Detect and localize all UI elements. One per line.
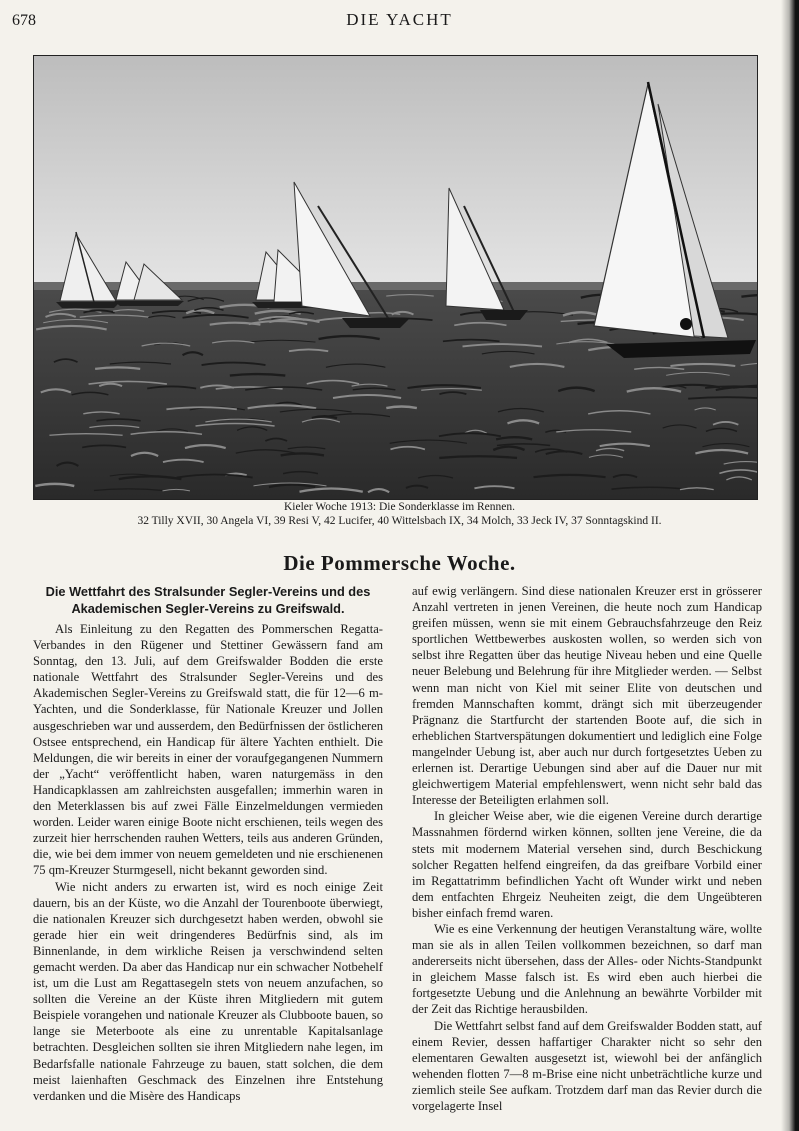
caption-line-2: 32 Tilly XVII, 30 Angela VI, 39 Resi V, 42 Lucifer, 40 Wittelsbach IX, 34 Molch, 33 Jeck IV, 37 Sonntagskind II. bbox=[137, 515, 662, 527]
paragraph: Als Einleitung zu den Regatten des Pommerschen Regatta-Verbandes in den Rügener und Stettiner Gewässern fand am Sonntag, den 13. Juli, auf dem Greifswalder Bodden die erste nationale Wettfahrt des Stralsunder Segler-Vereins und des Akademischen Segler-Vereins zu Greifswald statt, die für 12—6 m-Yachten, und die Sonderklasse, für Nationale Kreuzer und Jollen ausgeschrieben war und ausserdem, den Bedürfnissen der östlicheren Ostsee entsprechend, ein Handicap für ältere Yachten enthielt. Die Meldungen, die wir bereits in einer der voraufgegangenen Nummern der „Yacht“ veröffentlicht haben, waren naturgemäss in den Handicapklassen am zahlreichsten ausgefallen; immerhin waren in den Meterklassen bis auf zwei Fälle Einzelmeldungen vermieden worden. Leider waren einige Boote nicht erschienen, teils wegen des zurzeit hier herrschenden rauhen Wetters, teils aus anderen Gründen, die, wie bei dem immer von neuem gemeldeten und nie erschienenen 75 qm-Kreuzer Sturmgesell, nicht bekannt geworden sind. bbox=[33, 622, 383, 878]
page-number: 678 bbox=[12, 12, 36, 29]
left-column bbox=[33, 583, 383, 1104]
paragraph: auf ewig verlängern. Sind diese nationalen Kreuzer erst in grösserer Anzahl vertreten in jenen Vereinen, die heute noch zum Handicap greifen müssen, wenn sie mit einem Gebrauchsfahrzeuge den Reiz sportlichen Wettbewerbes auskosten wollen, so werden sich von selbst ihre Regatten über das heutige Niveau heben und eine Quelle neuer Belebung und Belehrung für ihre Mitglieder werden. — Selbst wenn man nicht von Kiel mit seiner Elite von deutschen und fremden Mannschaften kommt, drängt sich mit überzeugender Prägnanz die Startfurcht der startenden Boote auf, die sich in erheblichen Startverspätungen dokumentiert und lediglich eine Folge mangelnder Uebung ist, aber auch nur durch fortgesetztes Ueben zu erlernen ist. Derartige Uebungen sind aber auf die Dauer nur mit gleichwertigem Material empfehlenswert, wenn nicht sehr bald das Interesse der Beteiligten erlahmen soll. bbox=[412, 584, 762, 808]
right-column bbox=[412, 583, 762, 1114]
regatta-photo bbox=[33, 55, 758, 500]
paragraph: Wie es eine Verkennung der heutigen Veranstaltung wäre, wollte man sie als in allen Teilen vollkommen bezeichnen, so darf man andererseits nicht übersehen, dass der Alles- oder Nichts-Standpunkt in gleichem Masse falsch ist. Es wird eben auch hierbei die fortgesetzte Uebung und die Anlehnung an bewährte Vorbilder mit der Zeit das Richtige herausbilden. bbox=[412, 921, 762, 1017]
sailboats-illustration bbox=[34, 56, 757, 499]
figure-caption bbox=[0, 500, 799, 528]
article-subheading: Die Wettfahrt des Stralsunder Segler-Vereins und des Akademischen Segler-Vereins zu Greifswald. bbox=[45, 584, 371, 616]
paragraph: Die Wettfahrt selbst fand auf dem Greifswalder Bodden statt, auf einem Revier, dessen haffartiger Charakter nicht so sehr den elementaren Gewalten ausgesetzt ist, wiewohl bei der anfänglich wehenden flotten 7—8 m-Brise eine nicht unbeträchtliche kurze und ziemlich steile See aufkam. Trotzdem darf man das Revier durch die vorgelagerte Insel bbox=[412, 1018, 762, 1113]
article-title: Die Pommersche Woche. bbox=[283, 551, 516, 575]
paragraph: In gleicher Weise aber, wie die eigenen Vereine durch derartige Massnahmen fördernd wirken können, sollten jene Vereine, die da stets mit modernem Material versehen sind, durch Beschickung solcher Regatten helfend eingreifen, da das greifbare Vorbild einer im Regattatrimm befindlichen Yacht oft Wunder wirkt und neben dem entfachten Ehrgeiz Neuheiten zeigt, die dem Ungeübteren bisher einfach fremd waren. bbox=[412, 809, 762, 920]
page-edge-shadow bbox=[781, 0, 799, 1131]
caption-line-1: Kieler Woche 1913: Die Sonderklasse im Rennen. bbox=[283, 501, 516, 513]
running-head: DIE YACHT bbox=[346, 10, 453, 29]
paragraph: Wie nicht anders zu erwarten ist, wird es noch einige Zeit dauern, bis an der Küste, wo die Anzahl der Tourenboote überwiegt, die nationalen Kreuzer sich durchgesetzt haben werden, obwohl sie gerade hier ein weit dringenderes Bedürfnis sind, als im Binnenlande, in dem wirkliche Reisen ja verschwindend selten gemacht werden. Da aber das Handicap nur ein schwacher Notbehelf ist, um die Lust am Regattasegeln stets von neuem anzufachen, so sollten die Vereine an der Küste ihren Mitgliedern mit gutem Beispiele vorangehen und nationale Kreuzer als Clubboote bauen, so lange sie Meterboote als eine zu unrentable Kapitalsanlage betrachten. Desgleichen sollten sie ihren Mitgliedern nahe legen, im Bedarfsfalle nationale Fahrzeuge zu bauen, statt solchen, die dem meist laienhaften Geschmack des Einzelnen ihre Entstehung verdanken und die Misère des Handicaps bbox=[33, 879, 383, 1103]
